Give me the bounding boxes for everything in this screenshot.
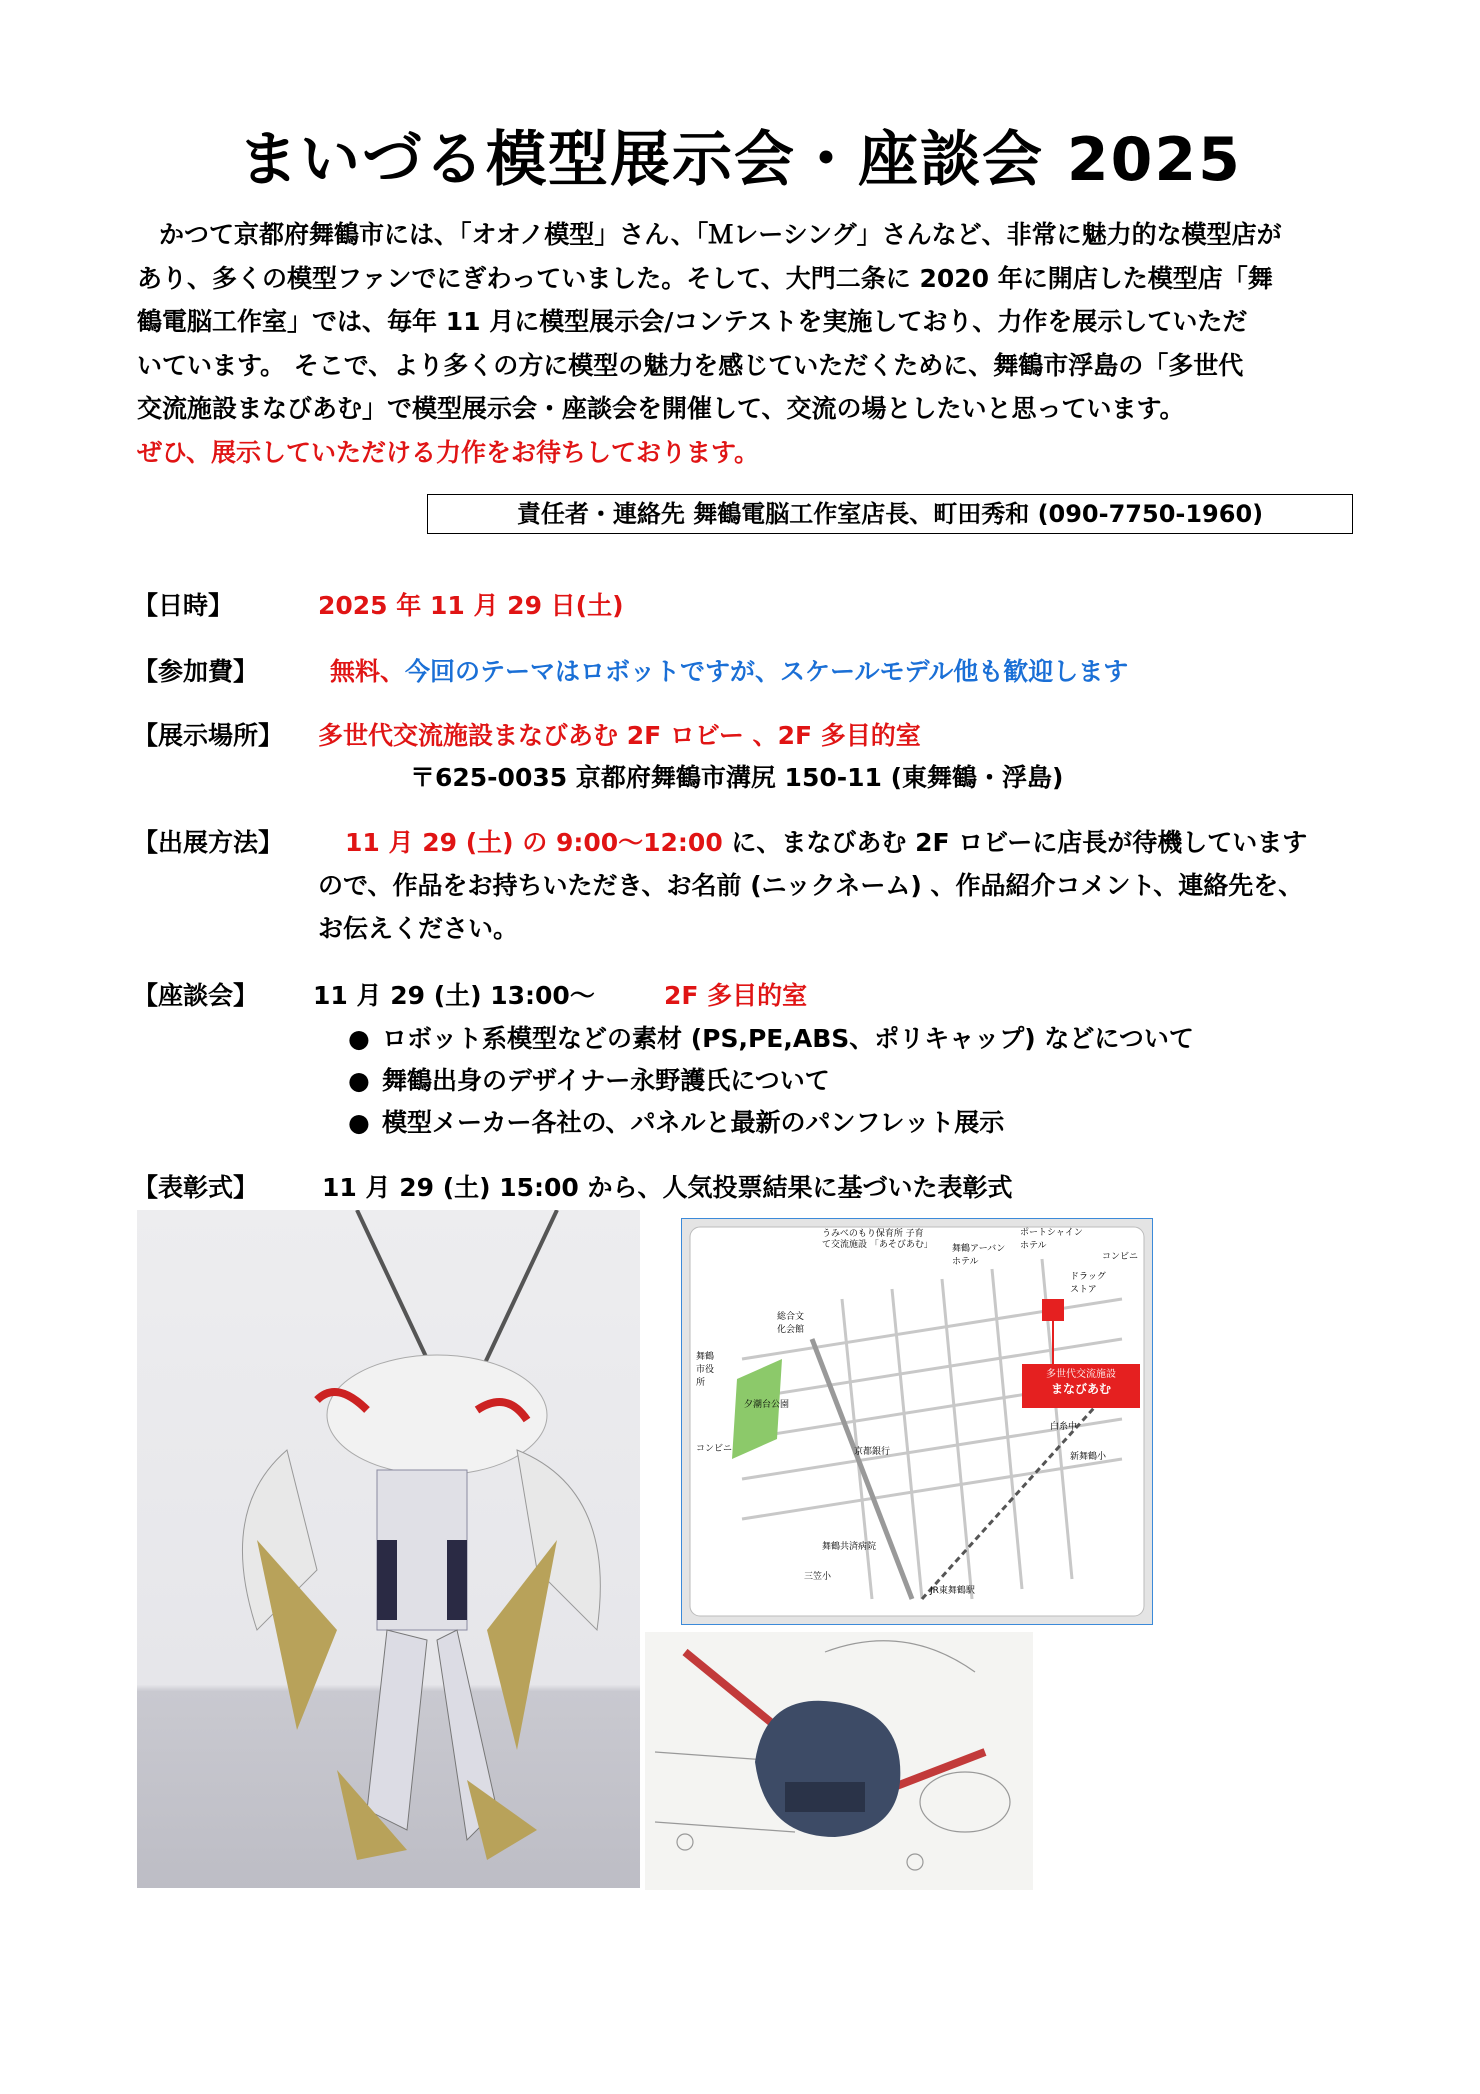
intro-line: かつて京都府舞鶴市には、「オオノ模型」さん、「Ｍレーシング」さんなど、非常に魅力的な模型店が [159, 220, 1282, 249]
intro-line: 鶴電脳工作室」では、毎年 11 月に模型展示会/コンテストを実施しており、力作を展示していただ [137, 307, 1248, 336]
helmet-model-photo [645, 1632, 1033, 1890]
map-park-label: 夕潮台公園 [744, 1400, 790, 1410]
intro-callout: ぜひ、展示していただける力作をお待ちしております。 [137, 437, 760, 467]
talk-label: 【座談会】 [133, 981, 259, 1010]
method-line3: お伝えください。 [318, 914, 519, 943]
talk-place: 2F 多目的室 [664, 981, 808, 1010]
map-sanko-label: 三笠小 [804, 1572, 832, 1582]
talk-bullet: ● 舞鶴出身のデザイナー永野護氏について [348, 1066, 830, 1095]
map-hotel-label: 舞鶴アーバン ホテル [952, 1244, 1006, 1267]
map-bank-label: 京都銀行 [854, 1447, 891, 1457]
method-line2: ので、作品をお持ちいただき、お名前 (ニックネーム) 、作品紹介コメント、連絡先を、 [318, 871, 1304, 900]
map-venue-box [1024, 1368, 1138, 1396]
venue-address: 〒625-0035 京都府舞鶴市溝尻 150-11 (東舞鶴・浮島) [410, 763, 1064, 792]
map-station-label: JR東舞鶴駅 [930, 1586, 975, 1596]
fee-free: 無料、 [330, 657, 406, 686]
fee-value [330, 652, 1128, 688]
map-school-label: 新舞鶴小 [1070, 1452, 1107, 1462]
map-hosp-label: 舞鶴共済病院 [822, 1542, 877, 1552]
page-title: まいづる模型展示会・座談会 2025 [238, 125, 1242, 195]
date-label: 【日時】 [133, 591, 234, 620]
bullet-icon: ● [348, 1108, 370, 1137]
map-bunka-label: 総合文化会館 [777, 1312, 805, 1335]
method-label: 【出展方法】 [133, 828, 284, 857]
method-line1-rest: に、まなびあむ 2F ロビーに店長が待機しています [722, 828, 1308, 857]
map-shiyakusho-label: 舞鶴市役所 [696, 1352, 715, 1388]
intro-line: いています。 そこで、より多くの方に模型の魅力を感じていただくために、舞鶴市浮島の「多世代 [137, 350, 1244, 380]
map-venue-line1: 多世代交流施設 [1046, 1369, 1116, 1380]
intro-text [137, 213, 1357, 474]
fee-label: 【参加費】 [133, 657, 259, 686]
method-line1 [345, 823, 1307, 859]
intro-line: 交流施設まなびあむ」で模型展示会・座談会を開催して、交流の場としたいと思っています。 [137, 394, 1185, 423]
method-time: 11 月 29 (土) の 9:00～12:00 [345, 828, 723, 857]
fee-theme: 今回のテーマはロボットですが、スケールモデル他も歓迎します [405, 657, 1129, 686]
intro-line: あり、多くの模型ファンでにぎわっていました。そして、大門二条に 2020 年に開店した模型店「舞 [137, 263, 1273, 293]
talk-time: 11 月 29 (土) 13:00～ [313, 981, 595, 1010]
map-conv2-label: コンビニ [1102, 1252, 1139, 1262]
bullet-icon: ● [348, 1024, 370, 1053]
map-jishoji-label: 白糸中 [1050, 1422, 1078, 1432]
map-nursery-label: うみべのもり保育所 子育て交流施設 「あそびあむ」 [822, 1229, 933, 1250]
award-value: 11 月 29 (土) 15:00 から、人気投票結果に基づいた表彰式 [322, 1173, 1013, 1202]
map-port-label: ポートシャイン ホテル [1020, 1228, 1083, 1251]
map-venue-line2: まなびあむ [1050, 1382, 1111, 1396]
talk-bullet: ● ロボット系模型などの素材 (PS,PE,ABS、ポリキャップ) などについて [348, 1024, 1194, 1053]
robot-model-photo [137, 1210, 640, 1888]
date-value: 2025 年 11 月 29 日(土) [318, 591, 624, 620]
map-drug-label: ドラッグ ストア [1070, 1272, 1106, 1295]
venue-map [681, 1218, 1153, 1625]
venue-label: 【展示場所】 [133, 721, 284, 750]
bullet-icon: ● [348, 1066, 370, 1095]
talk-bullet: ● 模型メーカー各社の、パネルと最新のパンフレット展示 [348, 1108, 1005, 1137]
award-label: 【表彰式】 [133, 1173, 259, 1202]
map-conv1-label: コンビニ [696, 1444, 733, 1454]
contact-box: 責任者・連絡先 舞鶴電脳工作室店長、町田秀和 (090-7750-1960) [427, 494, 1353, 534]
venue-value: 多世代交流施設まなびあむ 2F ロビー 、2F 多目的室 [318, 721, 921, 750]
